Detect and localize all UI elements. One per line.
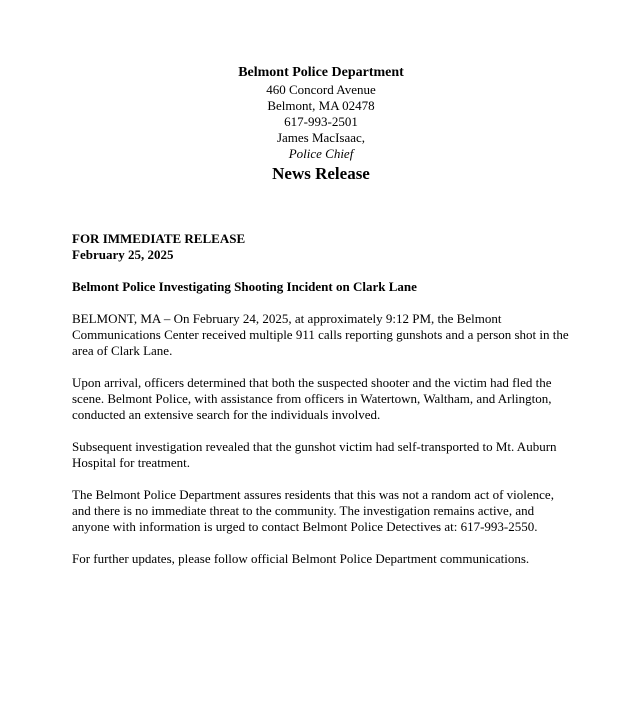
paragraph: Upon arrival, officers determined that both the suspected shooter and the victim had fled the scene. Belmont Police, with assistance from officers in Watertown, Waltham, and Arlington, conducted an extensive search for the individuals involved. [72, 375, 552, 422]
department-name: Belmont Police Department [238, 65, 404, 80]
letterhead [0, 64, 631, 185]
address-line-1: 460 Concord Avenue [266, 82, 376, 97]
paragraph: Subsequent investigation revealed that the gunshot victim had self-transported to Mt. Auburn Hospital for treatment. [72, 439, 557, 470]
phone-number: 617-993-2501 [284, 114, 358, 129]
paragraph: For further updates, please follow official Belmont Police Department communications. [72, 551, 530, 566]
release-date: February 25, 2025 [72, 247, 174, 262]
document-type-heading: News Release [272, 164, 370, 183]
paragraph: BELMONT, MA – On February 24, 2025, at approximately 9:12 PM, the Belmont Communications Center received multiple 911 calls reporting gunshots and a person shot in the area of Clark Lane. [72, 311, 569, 358]
release-headline: Belmont Police Investigating Shooting Incident on Clark Lane [72, 279, 417, 294]
release-body [72, 231, 572, 567]
chief-title: Police Chief [288, 146, 354, 161]
release-status: FOR IMMEDIATE RELEASE [72, 231, 246, 246]
chief-name: James MacIsaac, [276, 130, 366, 145]
paragraph: The Belmont Police Department assures residents that this was not a random act of violence, and there is no immediate threat to the community. The investigation remains active, and anyone with information is urged to contact Belmont Police Detectives at: 617-993-2550. [72, 487, 554, 534]
address-line-2: Belmont, MA 02478 [267, 98, 375, 113]
